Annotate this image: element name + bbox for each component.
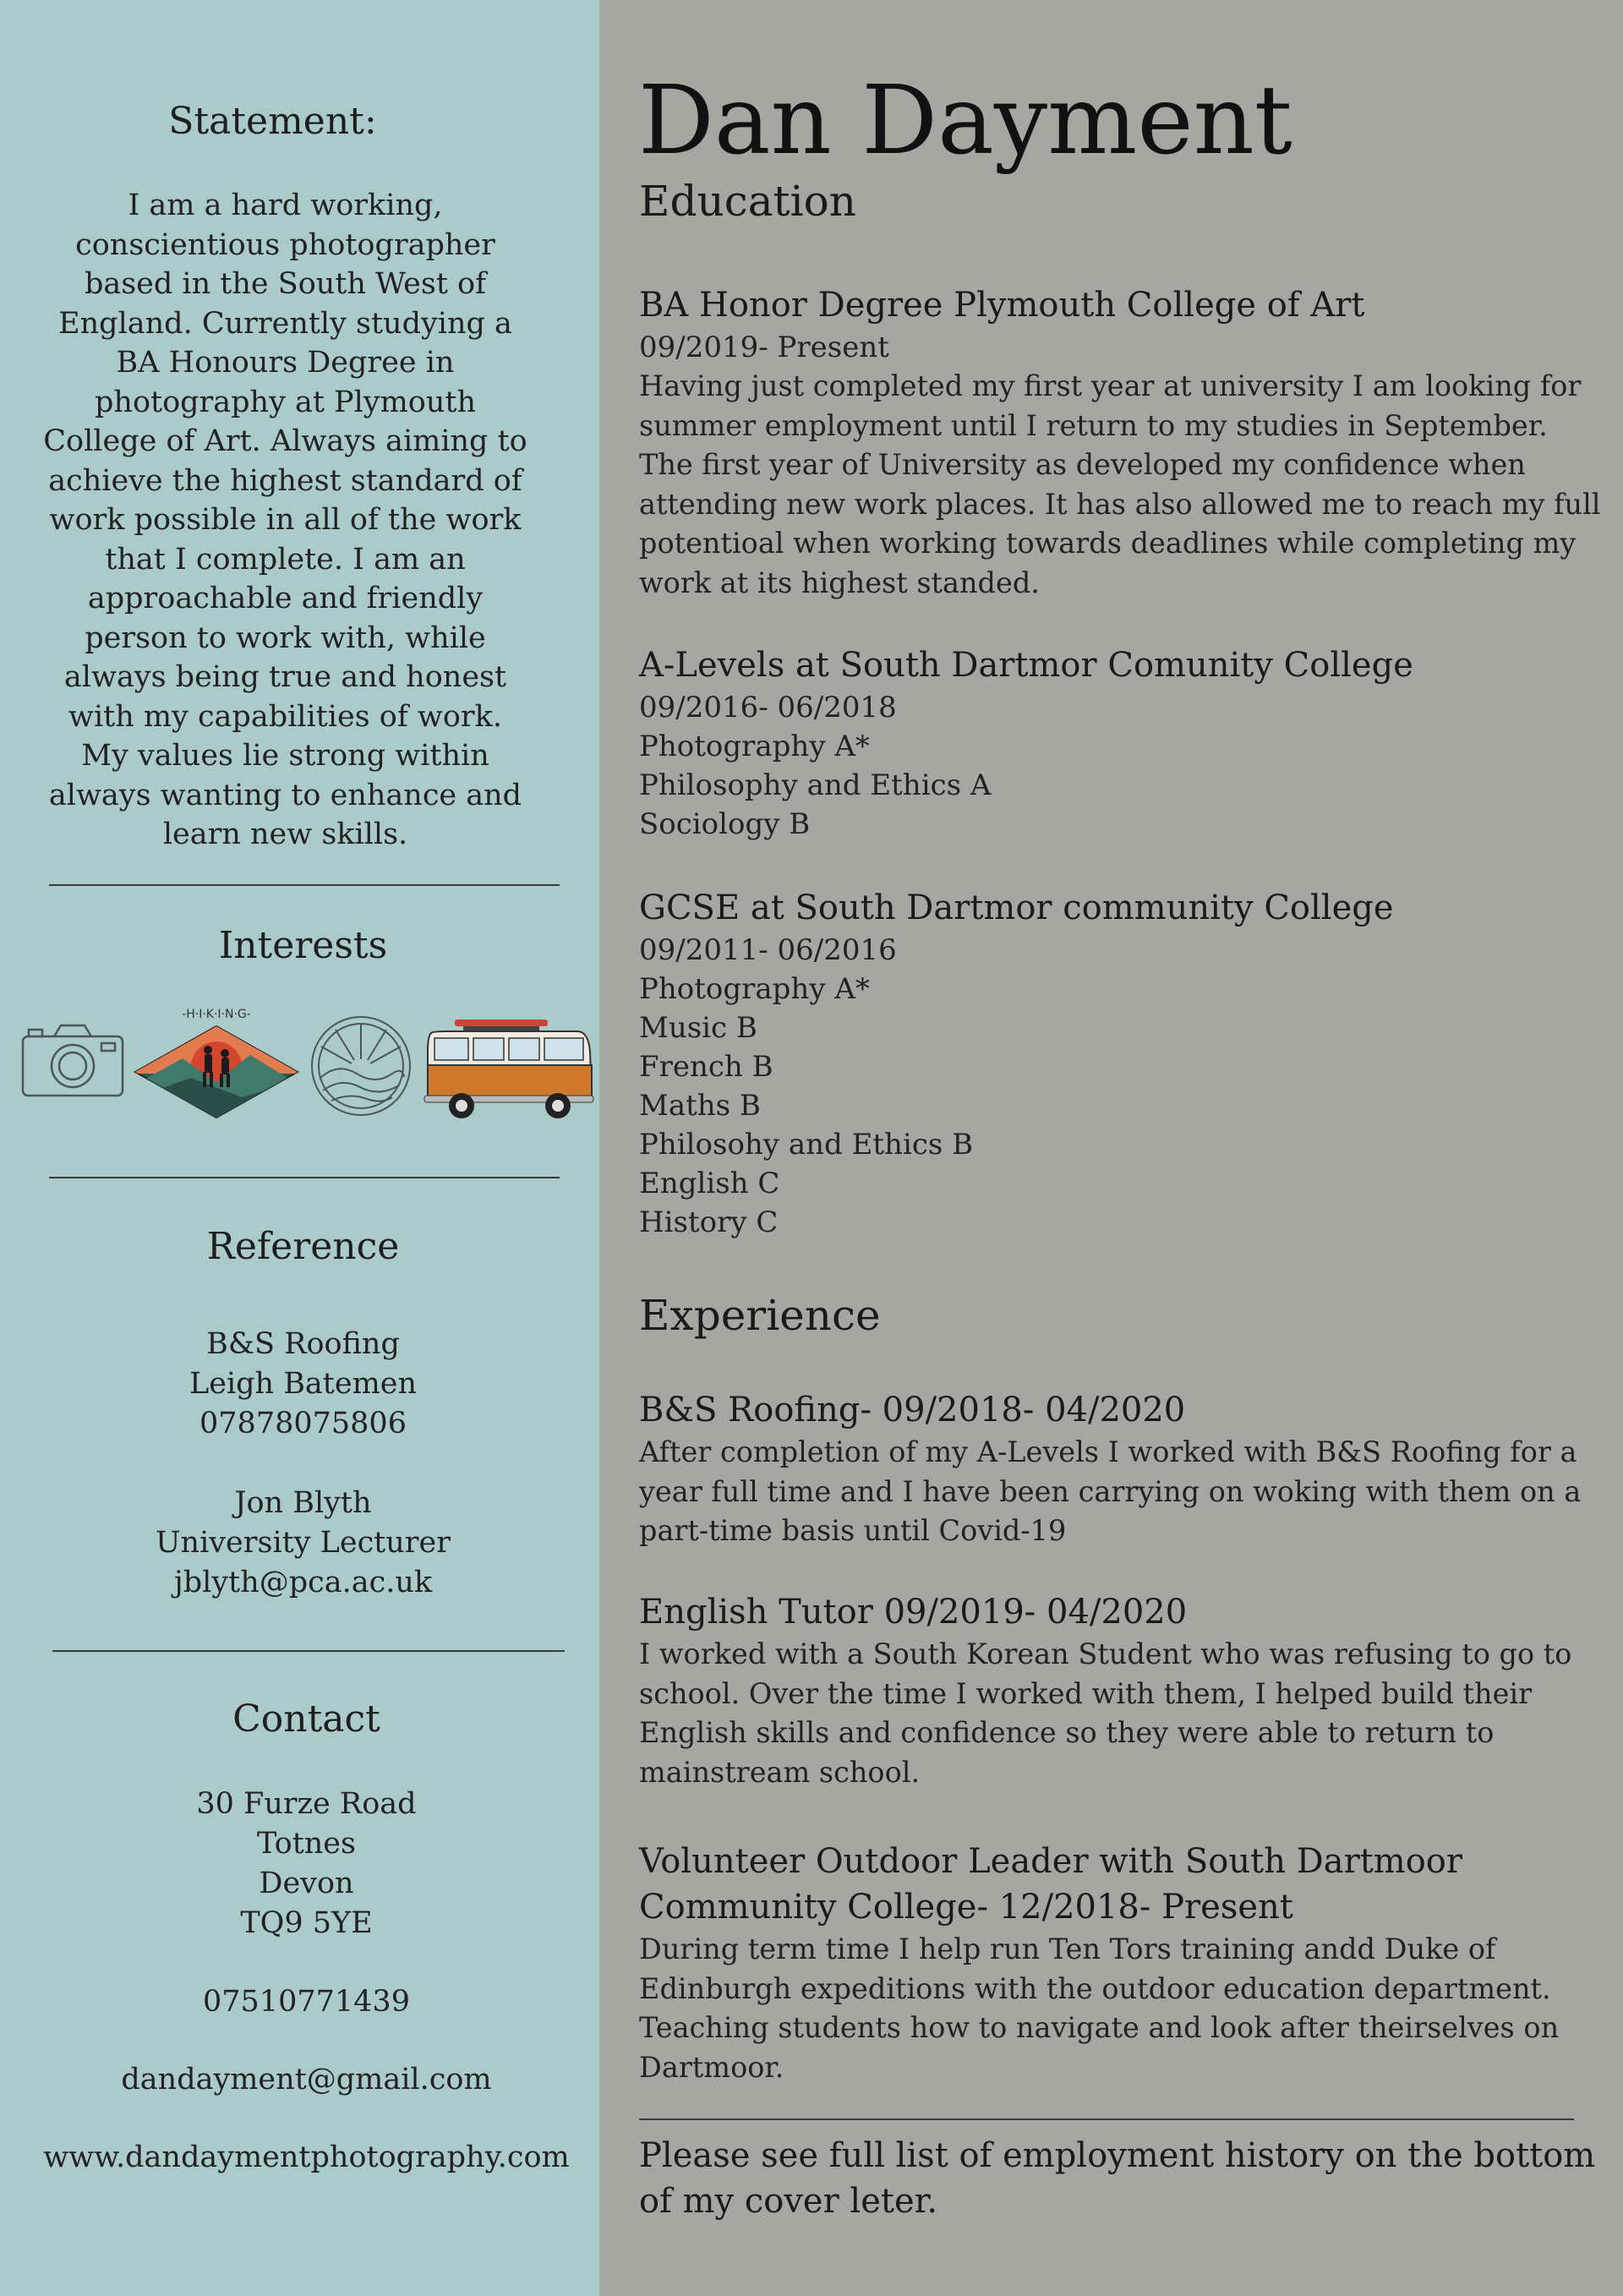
grade-item: Philosophy and Ethics A [639,768,992,802]
entry-title: BA Honor Degree Plymouth College of Art [639,286,1365,325]
experience-entry [639,1589,1603,1792]
entry-description: Having just completed my first year at university I am looking for summer employment until I return to my studies in September. The first year of University as developed my confidence when attending new work places. It has also allowed me to reach my full potentioal when working towards deadlines while completing my work at its highest standed. [639,369,1601,599]
statement-text: I am a hard working, conscientious photographer based in the South West of England. Currently studying a BA Honours Degree in photography at Plymouth College of Art. Always aiming to achieve the highest standard of work possible in all of the work that I complete. I am an approachable and friendly person to work with, while always being true and honest with my capabilities of work. My values lie strong within always wanting to enhance and learn new skills. [43,189,527,851]
interests-icons [17,1006,596,1124]
entry-date: 09/2016- 06/2018 [639,691,897,724]
statement-heading: Statement: [168,100,377,143]
camera-icon [20,1021,125,1099]
entry-description: After completion of my A-Levels I worked with B&S Roofing for a year full time and I have been carrying on woking with them on a part-time basis until Covid-19 [639,1435,1582,1547]
grade-item: Philosohy and Ethics B [639,1128,974,1162]
reference-name: Leigh Batemen [189,1367,418,1401]
candidate-name: Dan Dayment [638,66,1292,176]
contact-email: dandayment@gmail.com [121,2063,492,2096]
experience-heading: Experience [639,1291,881,1340]
address-line: Totnes [257,1827,356,1861]
grade-item: English C [639,1167,780,1200]
contact-details [7,1785,606,2178]
education-entry [639,642,1603,844]
hiking-badge-label: -H·I·K·I·N·G- [182,1008,251,1021]
entry-title: English Tutor 09/2019- 04/2020 [639,1593,1188,1632]
interests-heading: Interests [218,924,388,967]
entry-date: 09/2019- Present [639,331,889,364]
address-line: TQ9 5YE [240,1906,373,1940]
wave-sun-icon [308,1013,414,1119]
education-heading: Education [639,177,856,226]
reference-company: B&S Roofing [206,1327,400,1361]
entry-description: I worked with a South Korean Student who was refusing to go to school. Over the time I worked with them, I helped build their English skills and confidence so they were able to return to mainstream school. [639,1637,1572,1789]
grade-item: Photography A* [639,972,870,1006]
experience-entry [639,1839,1560,2087]
entry-title: A-Levels at South Dartmor Comunity College [639,646,1413,685]
entry-title: B&S Roofing- 09/2018- 04/2020 [639,1391,1186,1430]
contact-phone: 07510771439 [203,1985,410,2019]
entry-title: GCSE at South Dartmor community College [639,888,1394,927]
camper-van-icon [421,1018,595,1121]
divider [52,1650,565,1652]
reference-contact: jblyth@pca.ac.uk [173,1566,433,1599]
divider [49,884,560,886]
experience-entry [639,1387,1603,1551]
education-entry [639,885,1603,1242]
reference-name: University Lecturer [156,1526,451,1560]
grade-item: Maths B [639,1089,761,1123]
reference-company: Jon Blyth [234,1486,372,1520]
entry-date: 09/2011- 06/2016 [639,933,897,967]
grade-item: French B [639,1050,773,1084]
address-line: Devon [259,1867,354,1900]
divider [639,2118,1574,2120]
contact-website: www.dandaymentphotography.com [43,2140,570,2174]
left-sidebar [0,0,599,2296]
footer-note: Please see full list of employment history on the bottom of my cover leter. [639,2136,1596,2221]
contact-heading: Contact [232,1697,380,1741]
reference-heading: Reference [206,1225,400,1268]
address-line: 30 Furze Road [196,1787,417,1821]
divider [49,1177,560,1178]
entry-description: During term time I help run Ten Tors training andd Duke of Edinburgh expeditions with the outdoor education department. Teaching students how to navigate and look after theirselves on Dartmoor. [639,1932,1560,2084]
main-content [599,0,1623,2296]
grade-item: Photography A* [639,730,870,763]
reference-contact: 07878075806 [199,1407,407,1440]
reference-list [3,1325,603,1603]
grade-item: Sociology B [639,807,811,841]
entry-title: Volunteer Outdoor Leader with South Dartmoor Community College- 12/2018- Present [639,1842,1463,1927]
grade-item: Music B [639,1011,757,1045]
grade-item: History C [639,1205,779,1239]
education-entry [639,282,1603,603]
hiking-badge-icon [132,1006,301,1119]
